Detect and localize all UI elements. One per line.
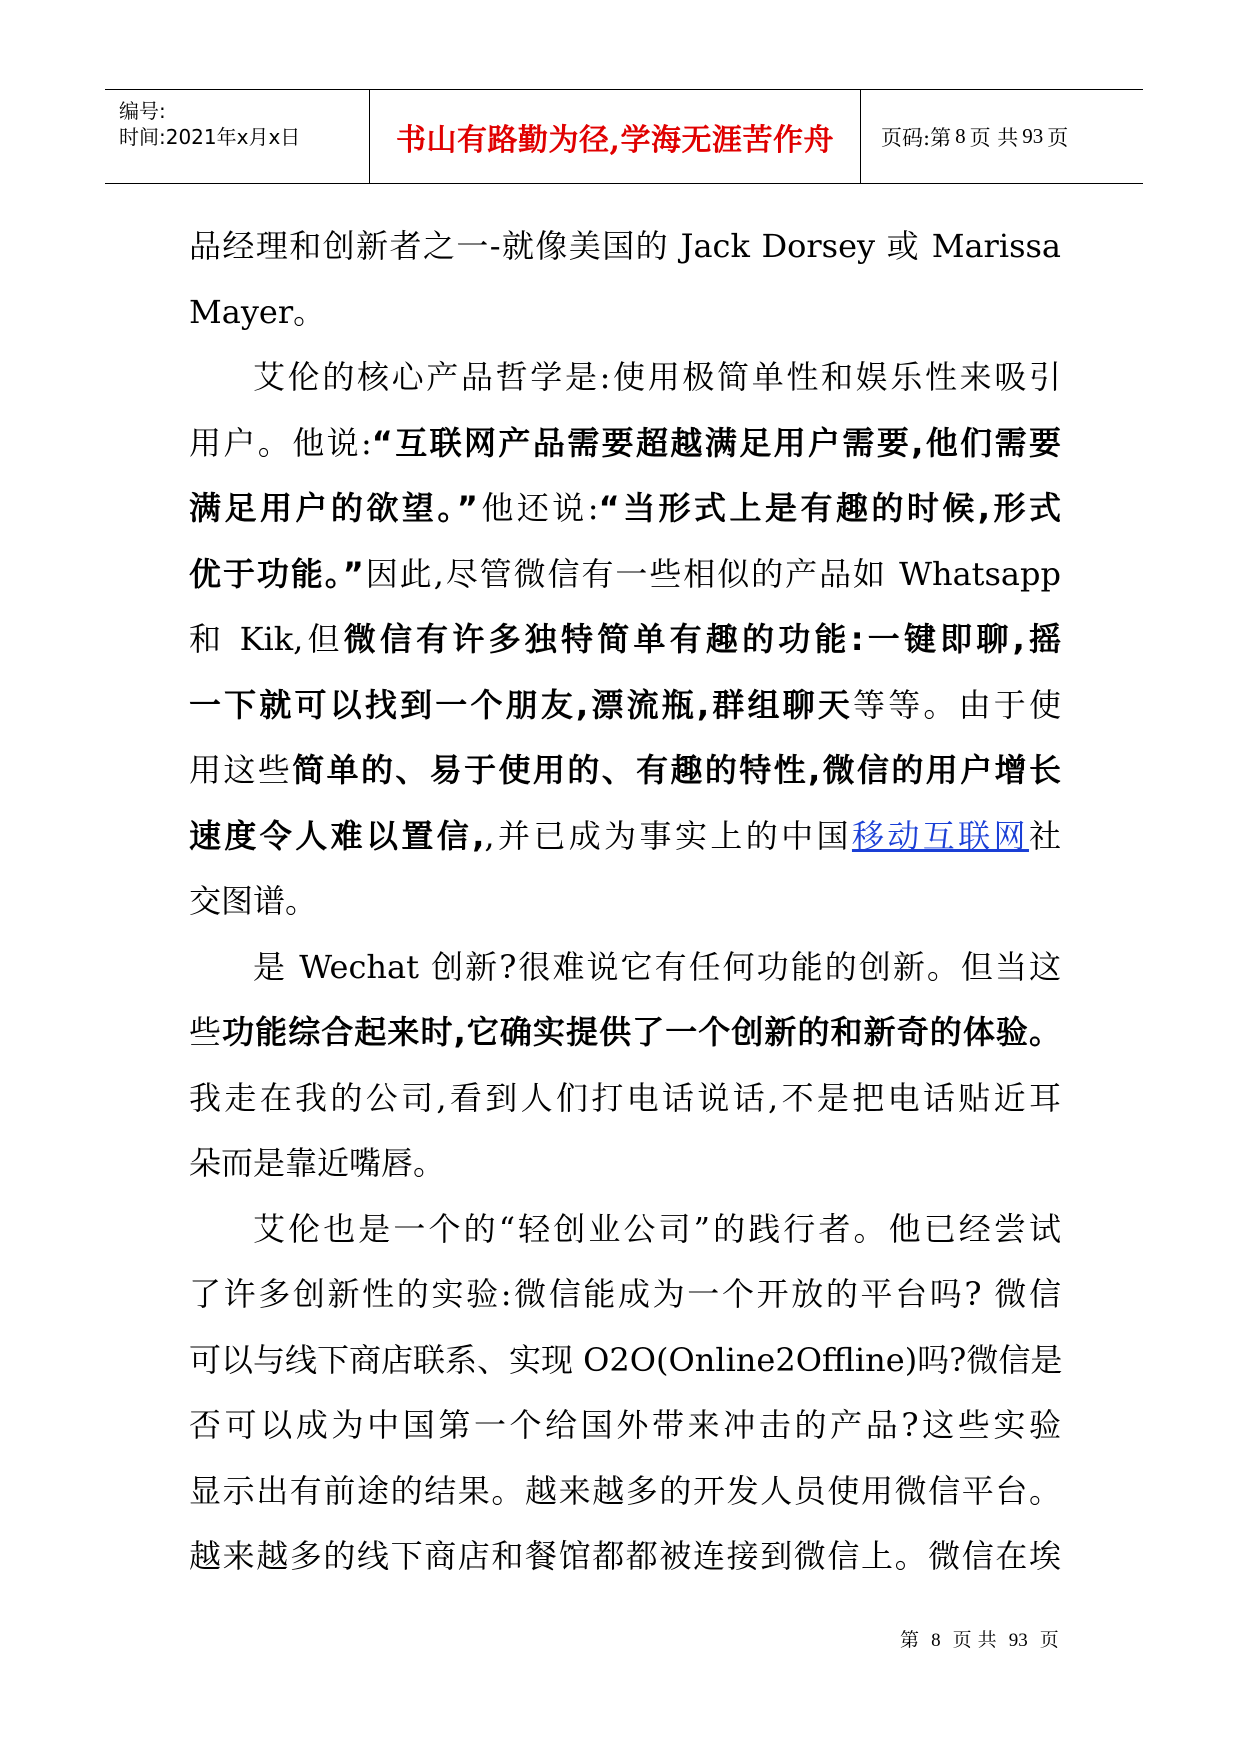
- body-line: 朵而是靠近嘴唇。: [189, 1144, 446, 1182]
- bold-quote: 满足用户的欲望。”: [189, 489, 478, 527]
- footer-total: 93: [1008, 1630, 1028, 1651]
- bold-quote: “互联网产品需要超越满足用户需要,他们需要: [371, 423, 1061, 462]
- body-line: 我走在我的公司,看到人们打电话说话,不是把电话贴近耳: [189, 1078, 1061, 1117]
- footer-suffix: 页: [1039, 1629, 1059, 1651]
- mobile-internet-link[interactable]: 移动互联网: [851, 816, 1029, 855]
- body-line: 越来越多的线下商店和餐馆都都被连接到微信上。微信在埃: [189, 1537, 1061, 1575]
- bold-quote: 优于功能。”: [189, 554, 364, 593]
- body-line: [189, 345, 1061, 411]
- text: 用户。他说:: [189, 423, 372, 462]
- body-line: [189, 411, 1061, 477]
- motto: 书山有路勤为径,学海无涯苦作舟: [396, 122, 834, 158]
- bold-text: 一下就可以找到一个朋友,漂流瓶,群组聊天: [189, 685, 854, 724]
- body-line: [189, 935, 1061, 1001]
- bold-text: 功能综合起来时,它确实提供了一个创新的和新奇的体验。: [222, 1013, 1061, 1051]
- body-line: 可以与线下商店联系、实现 O2O(Online2Offline)吗?微信是: [189, 1340, 1063, 1379]
- body-line: 显示出有前途的结果。越来越多的开发人员使用微信平台。: [189, 1471, 1061, 1510]
- header-motto-cell: [370, 90, 861, 183]
- text: ,并已成为事实上的中国: [484, 816, 852, 855]
- body-line: [189, 607, 1061, 673]
- header-meta-cell: [105, 90, 370, 183]
- body-line: [189, 476, 1061, 542]
- body-line: [189, 542, 1061, 608]
- body-line: [189, 804, 1061, 870]
- body-line: 否可以成为中国第一个给国外带来冲击的产品?这些实验: [189, 1406, 1061, 1444]
- text: 和 Kik,但: [189, 620, 344, 658]
- body-line: 交图谱。: [189, 882, 318, 920]
- text: 等等。由于使: [853, 685, 1061, 724]
- text: 艾伦的核心产品哲学是:使用极简单性和娱乐性来吸引: [253, 358, 1061, 396]
- text: 用这些: [189, 751, 293, 789]
- text: 些: [189, 1013, 223, 1051]
- text: 艾伦也是一个的“轻创业公司”的践行者。他已经尝试: [253, 1209, 1061, 1248]
- page-label-prefix: 页码:第: [881, 125, 952, 150]
- body-line: [189, 738, 1061, 804]
- text: 社: [1028, 816, 1061, 855]
- body-line: [189, 1197, 1061, 1263]
- body-line: Mayer。: [189, 292, 326, 331]
- page-label-suffix: 页: [1047, 125, 1069, 150]
- bold-text: 微信有许多独特简单有趣的功能:一键即聊,摇: [343, 620, 1061, 658]
- text: 他还说:: [477, 489, 599, 527]
- document-header: [105, 89, 1143, 184]
- page-total: 93: [1022, 124, 1044, 148]
- body-line: 了许多创新性的实验:微信能成为一个开放的平台吗? 微信: [189, 1275, 1061, 1313]
- body-line: [189, 1000, 1061, 1066]
- footer-mid: 页 共: [952, 1629, 997, 1651]
- page-footer: [900, 1625, 1059, 1652]
- bold-text: 简单的、易于使用的、有趣的特性,微信的用户增长: [292, 751, 1061, 789]
- text: 因此,尽管微信有一些相似的产品如 Whatsapp: [363, 554, 1061, 593]
- number-label: 编号:: [119, 99, 166, 123]
- bold-quote: “当形式上是有趣的时候,形式: [598, 489, 1061, 527]
- time-label: 时间:2021年x月x日: [119, 125, 301, 149]
- footer-prefix: 第: [900, 1629, 920, 1651]
- page-label-mid: 页 共: [969, 125, 1019, 150]
- body-line: 品经理和创新者之一-就像美国的 Jack Dorsey 或 Marissa: [189, 227, 1061, 265]
- bold-text: 速度令人难以置信,: [189, 816, 485, 855]
- page-current: 8: [955, 124, 966, 148]
- footer-current: 8: [931, 1630, 941, 1651]
- text: 是 Wechat 创新?很难说它有任何功能的创新。但当这: [253, 947, 1061, 986]
- document-body: [189, 214, 1061, 1590]
- body-line: [189, 673, 1061, 739]
- header-page-cell: [861, 90, 1143, 183]
